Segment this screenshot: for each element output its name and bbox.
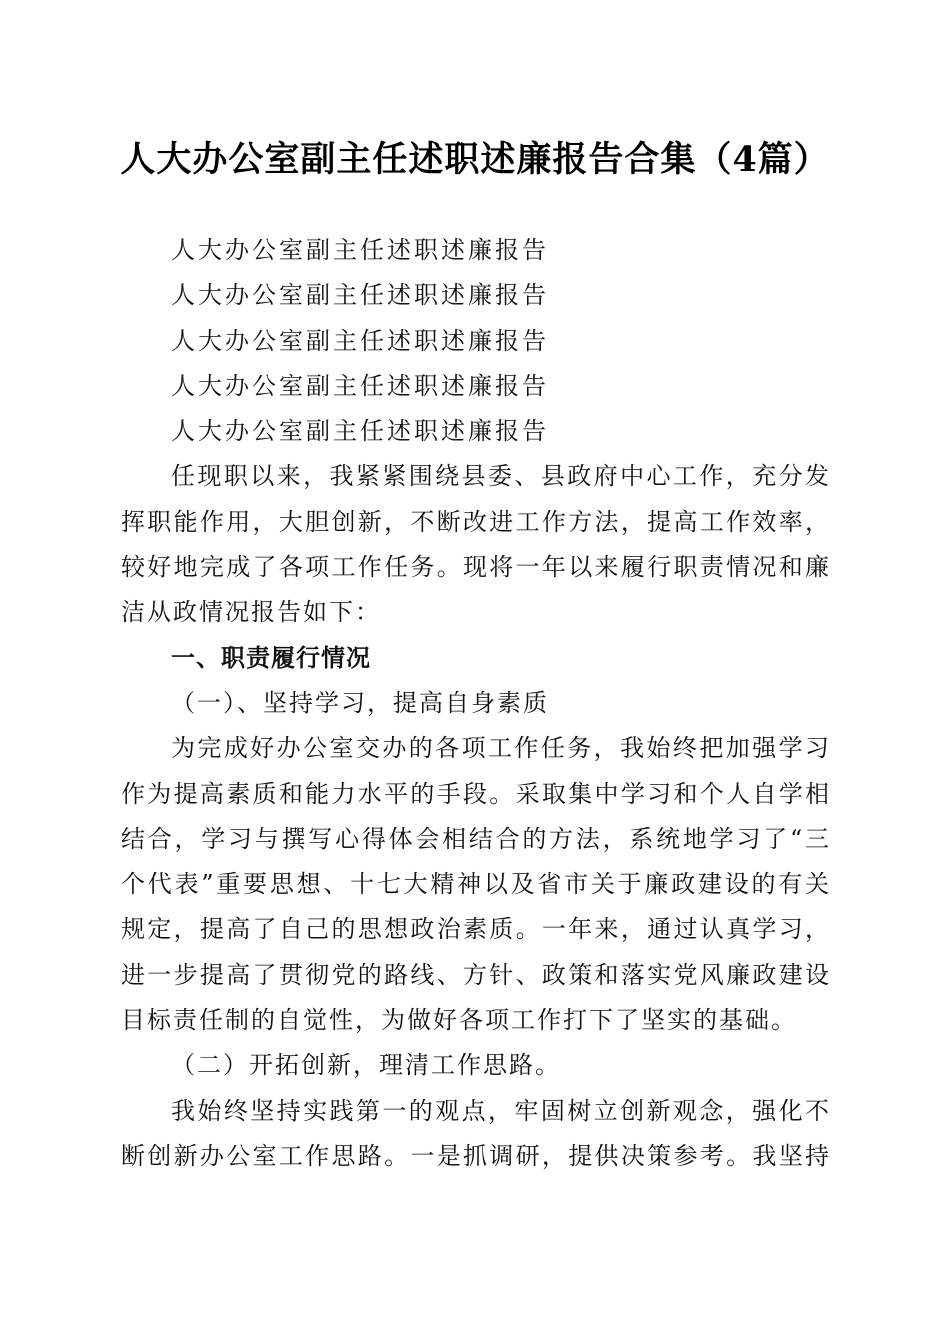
subsection1-paragraph-line: 规定，提高了自己的思想政治素质。一年来，通过认真学习， bbox=[121, 915, 829, 944]
subsection1-paragraph-line: 结合，学习与撰写心得体会相结合的方法，系统地学习了“三 bbox=[121, 824, 829, 853]
toc-item: 人大办公室副主任述职述廉报告 bbox=[171, 281, 549, 310]
subsection-heading: （二）开拓创新，理清工作思路。 bbox=[171, 1051, 561, 1080]
subsection1-paragraph-line: 目标责任制的自觉性，为做好各项工作打下了坚实的基础。 bbox=[121, 1006, 797, 1035]
subsection1-paragraph-line: 个代表”重要思想、十七大精神以及省市关于廉政建设的有关 bbox=[121, 870, 829, 899]
toc-item: 人大办公室副主任述职述廉报告 bbox=[171, 326, 549, 355]
subsection2-paragraph-line: 断创新办公室工作思路。一是抓调研，提供决策参考。我坚持 bbox=[121, 1141, 829, 1170]
document-body bbox=[121, 228, 829, 1179]
intro-paragraph-line: 较好地完成了各项工作任务。现将一年以来履行职责情况和廉 bbox=[121, 553, 829, 582]
subsection2-paragraph-line: 我始终坚持实践第一的观点，牢固树立创新观念，强化不 bbox=[171, 1096, 829, 1125]
subsection-heading: （一）、坚持学习，提高自身素质 bbox=[171, 688, 549, 717]
section-heading: 一、职责履行情况 bbox=[171, 643, 371, 672]
toc-item: 人大办公室副主任述职述廉报告 bbox=[171, 417, 549, 446]
toc-item: 人大办公室副主任述职述廉报告 bbox=[171, 371, 549, 400]
subsection1-paragraph-line: 为完成好办公室交办的各项工作任务，我始终把加强学习 bbox=[171, 734, 829, 763]
subsection1-paragraph-line: 作为提高素质和能力水平的手段。采取集中学习和个人自学相 bbox=[121, 779, 829, 808]
document-title: 人大办公室副主任述职述廉报告合集（4篇） bbox=[120, 139, 830, 180]
toc-item: 人大办公室副主任述职述廉报告 bbox=[171, 236, 549, 264]
intro-paragraph-line: 任现职以来，我紧紧围绕县委、县政府中心工作，充分发 bbox=[171, 462, 829, 491]
intro-paragraph-line: 洁从政情况报告如下： bbox=[121, 598, 381, 627]
subsection1-paragraph-line: 进一步提高了贯彻党的路线、方针、政策和落实党风廉政建设 bbox=[121, 960, 829, 989]
intro-paragraph-line: 挥职能作用，大胆创新，不断改进工作方法，提高工作效率， bbox=[121, 507, 829, 536]
